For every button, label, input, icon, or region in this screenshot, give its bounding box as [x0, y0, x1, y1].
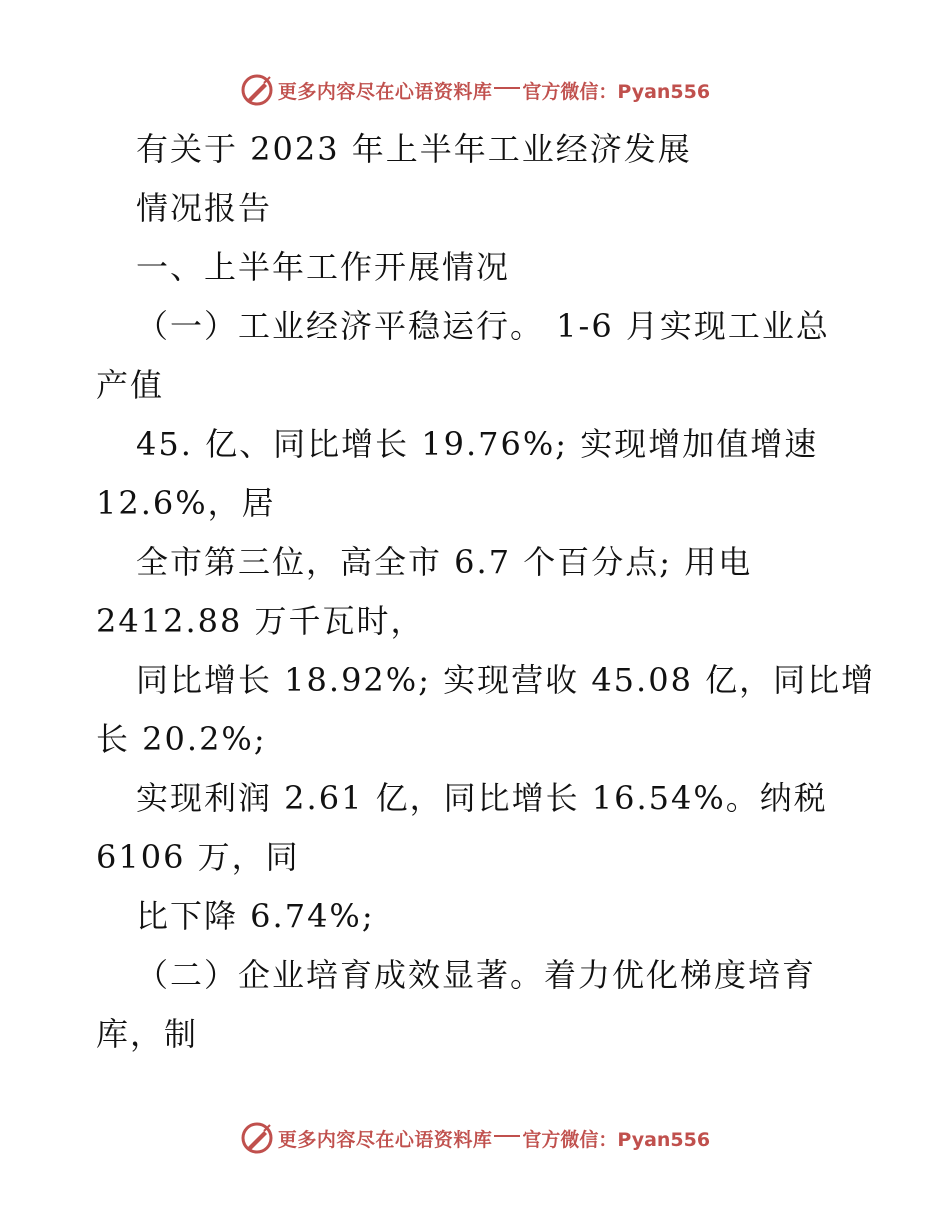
- doc-line: 45. 亿、同比增长 19.76%; 实现增加值增速: [136, 425, 819, 463]
- footer-banner-suffix: 官方微信：Pyan556: [522, 1128, 711, 1151]
- doc-line: （一）工业经济平稳运行。 1-6 月实现工业总: [136, 307, 830, 345]
- footer-banner-dash: [494, 1135, 520, 1137]
- doc-line: 情况报告: [136, 189, 273, 227]
- header-watermark-banner: [0, 70, 950, 110]
- header-banner-text: 更多内容尽在心语资料库: [277, 80, 493, 103]
- doc-line: 6106 万，同: [96, 838, 300, 876]
- doc-line: 库，制: [96, 1015, 199, 1053]
- doc-line: 比下降 6.74%;: [136, 897, 375, 935]
- doc-line: 实现利润 2.61 亿，同比增长 16.54%。纳税: [136, 779, 828, 817]
- doc-line: 12.6%，居: [96, 484, 276, 522]
- doc-line: 有关于 2023 年上半年工业经济发展: [136, 130, 692, 168]
- header-banner-dash: [494, 87, 520, 89]
- doc-line: 产值: [96, 366, 165, 404]
- doc-line: 2412.88 万千瓦时，: [96, 602, 425, 640]
- quill-logo-icon: [240, 73, 274, 107]
- doc-line: 一、上半年工作开展情况: [136, 248, 511, 286]
- doc-line: 长 20.2%;: [96, 720, 267, 758]
- document-body: [96, 120, 886, 1064]
- doc-line: 同比增长 18.92%; 实现营收 45.08 亿，同比增: [136, 661, 876, 699]
- footer-watermark-banner: [0, 1118, 950, 1158]
- doc-line: 全市第三位，高全市 6.7 个百分点; 用电: [136, 543, 753, 581]
- header-banner-suffix: 官方微信：Pyan556: [522, 80, 711, 103]
- footer-banner-text: 更多内容尽在心语资料库: [277, 1128, 493, 1151]
- doc-line: （二）企业培育成效显著。着力优化梯度培育: [136, 956, 817, 994]
- quill-logo-icon: [240, 1121, 274, 1155]
